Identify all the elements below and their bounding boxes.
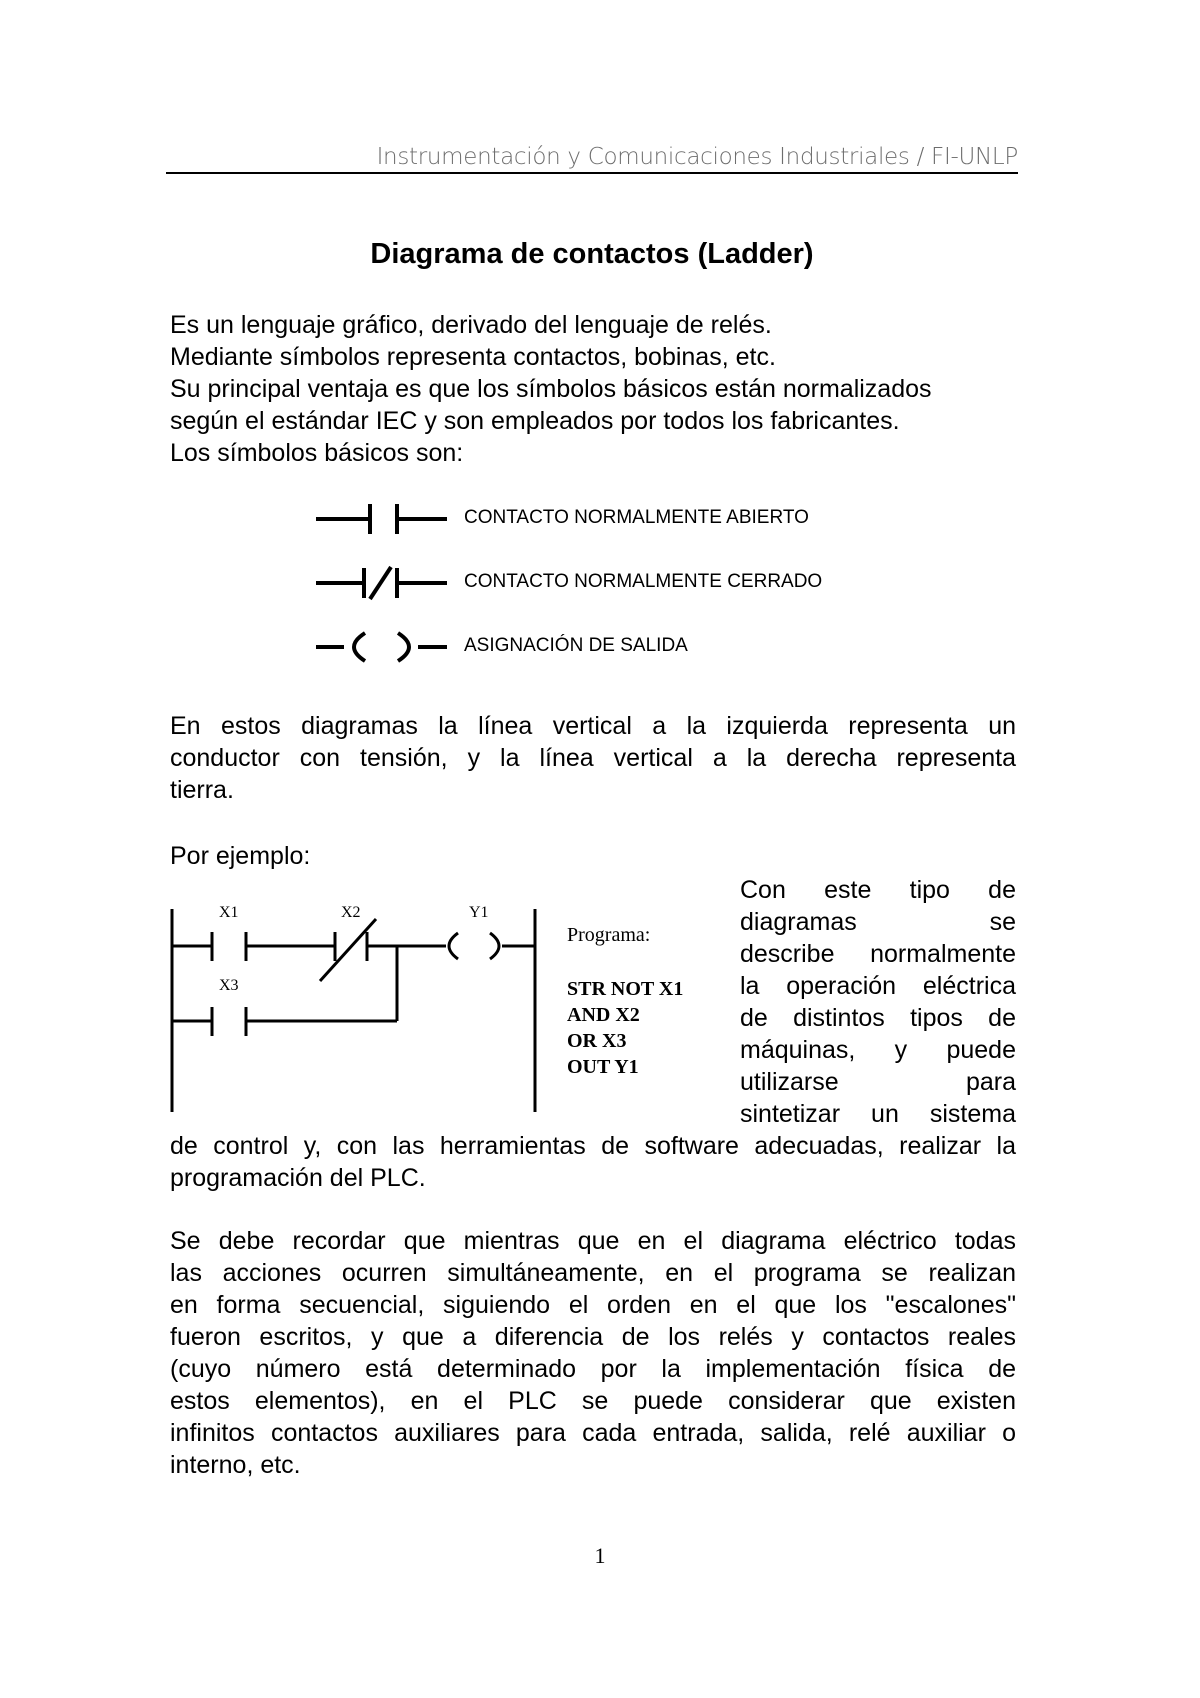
paragraph-line: En estos diagramas la línea vertical a la izquierda representa un bbox=[170, 712, 1016, 740]
intro-line: Su principal ventaja es que los símbolos básicos están normalizados bbox=[170, 375, 932, 403]
side-line: de distintos tipos de bbox=[740, 1004, 1016, 1032]
example-label bbox=[170, 840, 1016, 872]
side-line: máquinas, y puede bbox=[740, 1036, 1016, 1064]
ladder-diagram bbox=[172, 909, 535, 1112]
paragraph-line: conductor con tensión, y la línea vertical a la derecha representa bbox=[170, 744, 1016, 772]
intro-line: Es un lenguaje gráfico, derivado del lenguaje de relés. bbox=[170, 311, 772, 339]
intro-line: Mediante símbolos representa contactos, bobinas, etc. bbox=[170, 343, 776, 371]
paragraph-line: programación del PLC. bbox=[170, 1164, 426, 1192]
page-title: Diagrama de contactos (Ladder) bbox=[370, 238, 814, 270]
side-line: diagramas se bbox=[740, 908, 1016, 936]
paragraph-line: en forma secuencial, siguiendo el orden en el que los "escalones" bbox=[170, 1291, 1016, 1319]
program-line: OR X3 bbox=[567, 1030, 627, 1052]
program-line: AND X2 bbox=[567, 1004, 640, 1026]
normally-open-contact-icon bbox=[316, 504, 447, 534]
side-paragraph bbox=[740, 874, 1016, 1130]
paragraph-line: estos elementos), en el PLC se puede considerar que existen bbox=[170, 1387, 1016, 1415]
example-label-text: Por ejemplo: bbox=[170, 842, 311, 870]
rails-paragraph bbox=[170, 710, 1016, 806]
running-header: Instrumentación y Comunicaciones Industriales / FI-UNLP bbox=[376, 144, 1018, 170]
paragraph-line: fueron escritos, y que a diferencia de los relés y contactos reales bbox=[170, 1323, 1016, 1351]
intro-line: Los símbolos básicos son: bbox=[170, 439, 464, 467]
program-title: Programa: bbox=[567, 924, 651, 946]
program-line: STR NOT X1 bbox=[567, 978, 684, 1000]
paragraph-line: las acciones ocurren simultáneamente, en el programa se realizan bbox=[170, 1259, 1016, 1287]
side-line: Con este tipo de bbox=[740, 876, 1016, 904]
contact-label-x3: X3 bbox=[219, 977, 239, 994]
side-line: sintetizar un sistema bbox=[740, 1100, 1016, 1128]
contact-label-x2: X2 bbox=[341, 904, 361, 921]
normally-closed-contact-icon bbox=[316, 567, 447, 599]
symbol-label-normally-open: CONTACTO NORMALMENTE ABIERTO bbox=[464, 507, 809, 528]
symbol-label-output: ASIGNACIÓN DE SALIDA bbox=[464, 635, 688, 656]
paragraph-line: tierra. bbox=[170, 776, 234, 804]
paragraph-line: de control y, con las herramientas de software adecuadas, realizar la bbox=[170, 1132, 1016, 1160]
coil-label-y1: Y1 bbox=[469, 904, 489, 921]
paragraph-line: interno, etc. bbox=[170, 1451, 301, 1479]
contact-label-x1: X1 bbox=[219, 904, 239, 921]
output-coil-icon bbox=[316, 633, 447, 661]
page-number: 1 bbox=[594, 1543, 606, 1568]
program-line: OUT Y1 bbox=[567, 1056, 639, 1078]
paragraph-line: Se debe recordar que mientras que en el diagrama eléctrico todas bbox=[170, 1227, 1016, 1255]
continuation-paragraph bbox=[170, 1130, 1016, 1194]
paragraph-line: (cuyo número está determinado por la implementación física de bbox=[170, 1355, 1016, 1383]
sequence-paragraph bbox=[170, 1225, 1016, 1481]
side-line: utilizarse para bbox=[740, 1068, 1016, 1096]
side-line: describe normalmente bbox=[740, 940, 1016, 968]
paragraph-line: infinitos contactos auxiliares para cada entrada, salida, relé auxiliar o bbox=[170, 1419, 1016, 1447]
side-line: la operación eléctrica bbox=[740, 972, 1016, 1000]
intro-line: según el estándar IEC y son empleados por todos los fabricantes. bbox=[170, 407, 900, 435]
symbol-label-normally-closed: CONTACTO NORMALMENTE CERRADO bbox=[464, 571, 823, 592]
